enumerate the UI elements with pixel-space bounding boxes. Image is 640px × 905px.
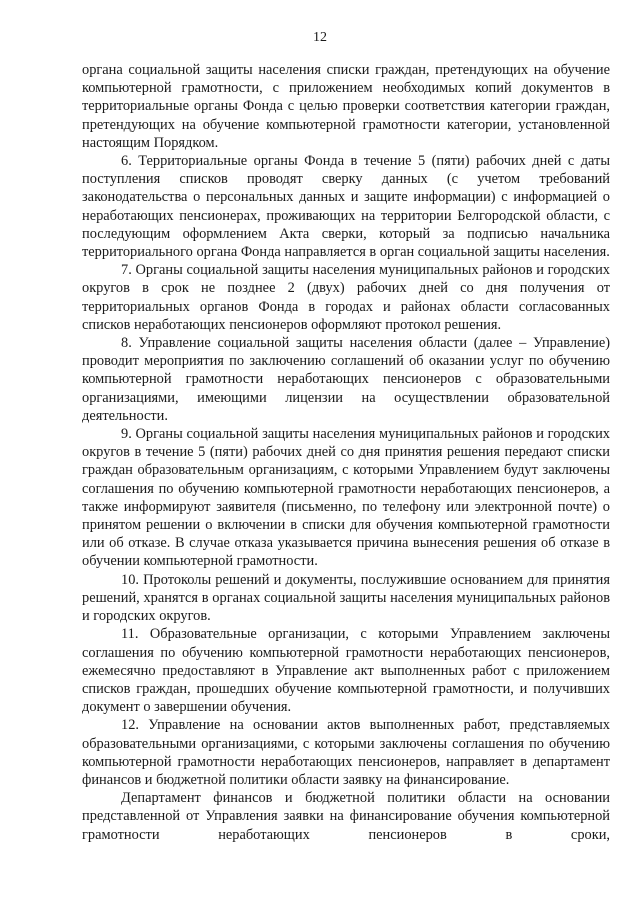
paragraph-department-financing: Департамент финансов и бюджетной политики области на основании представленной от Управления заявки на финансирование обучения компьютерной грамотности неработающих пенсионеров в сроки, — [82, 790, 610, 843]
paragraph-continuation: органа социальной защиты населения списки граждан, претендующих на обучение компьютерной грамотности, с приложением необходимых копий документов в территориальные органы Фонда с целью проверки соответствия категории граждан, претендующих на обучение компьютерной грамотности категории, установленной настоящим Порядком. — [82, 62, 610, 151]
paragraph-item-9: 9. Органы социальной защиты населения муниципальных районов и городских округов в течение 5 (пяти) рабочих дней со дня принятия решения передают списки граждан образовательным организациям, с которыми Управлением будут заключены соглашения по обучению компьютерной грамотности неработающих пенсионеров, а также информируют заявителя (письменно, по телефону или электронной почте) о принятом решении о включении в списки для обучения компьютерной грамотности или об отказе. В случае отказа указывается причина вынесения решения об отказе в обучении компьютерной грамотности. — [82, 426, 610, 570]
paragraph-item-11: 11. Образовательные организации, с которыми Управлением заключены соглашения по обучению компьютерной грамотности неработающих пенсионеров, ежемесячно предоставляют в Управление акт выполненных работ с приложением списков граждан, прошедших обучение компьютерной грамотности, и получивших документ о завершении обучения. — [82, 626, 610, 716]
paragraph-item-10: 10. Протоколы решений и документы, послужившие основанием для принятия решений, хранятся в органах социальной защиты населения муниципальных районов и городских округов. — [82, 571, 610, 625]
paragraph-item-12: 12. Управление на основании актов выполненных работ, представляемых образовательными организациями, с которыми заключены соглашения по обучению компьютерной грамотности неработающих пенсионеров, направляет в департамент финансов и бюджетной политики области заявку на финансирование. — [82, 717, 610, 788]
paragraph-item-7: 7. Органы социальной защиты населения муниципальных районов и городских округов в срок не позднее 2 (двух) рабочих дней со дня получения от территориальных органов Фонда в городах и районах области согласованных списков неработающих пенсионеров оформляют протокол решения. — [82, 262, 610, 333]
paragraph-item-6: 6. Территориальные органы Фонда в течение 5 (пяти) рабочих дней с даты поступления списков проводят сверку данных (с учетом требований законодательства о персональных данных и защите информации) с информацией о неработающих пенсионерах, проживающих на территории Белгородской области, с последующим оформлением Акта сверки, который за подписью начальника территориального органа Фонда направляется в орган социальной защиты населения. — [82, 153, 610, 261]
document-body — [82, 61, 610, 844]
page-number: 12 — [313, 30, 327, 45]
paragraph-item-8: 8. Управление социальной защиты населения области (далее – Управление) проводит мероприятия по заключению соглашений об оказании услуг по обучению компьютерной грамотности неработающих пенсионеров с образовательными организациями, имеющими лицензии на осуществлении образовательной деятельности. — [82, 335, 610, 424]
